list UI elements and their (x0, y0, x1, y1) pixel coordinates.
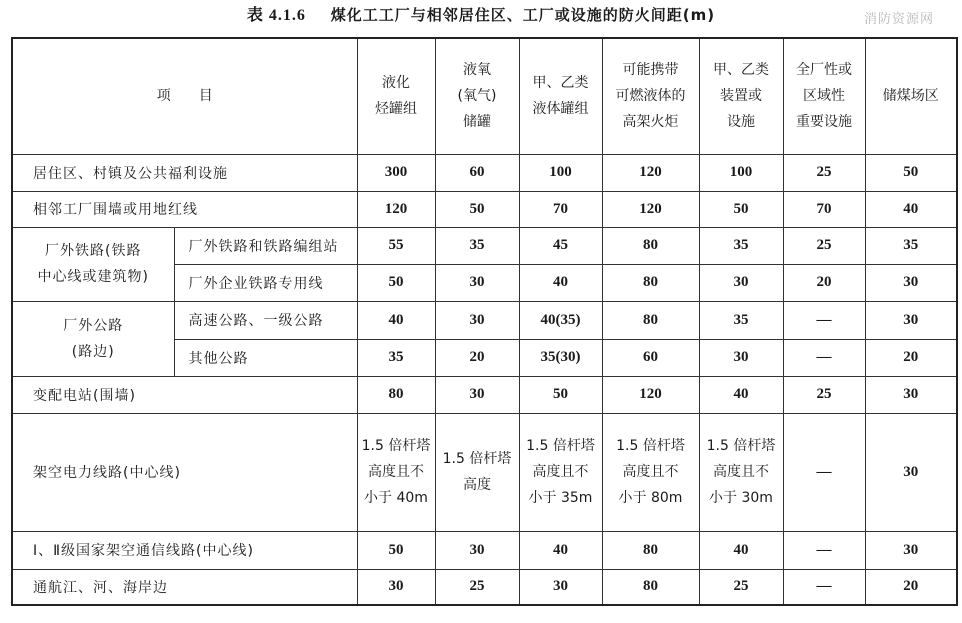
table-cell: 50 (435, 191, 519, 227)
table-cell: 20 (783, 264, 865, 301)
header-col: 可能携带 可燃液体的 高架火炬 (602, 38, 699, 154)
table-cell: 35 (357, 339, 435, 376)
table-cell: 300 (357, 154, 435, 191)
table-cell: 100 (699, 154, 783, 191)
table-row (12, 413, 957, 531)
table-row (12, 227, 957, 264)
table-cell: 80 (602, 301, 699, 339)
fire-distance-table (11, 37, 958, 606)
table-cell: 120 (357, 191, 435, 227)
row-label: 通航江、河、海岸边 (12, 569, 357, 605)
table-cell: 30 (865, 264, 957, 301)
table-cell: 30 (435, 264, 519, 301)
table-cell: — (783, 531, 865, 569)
row-label: 架空电力线路(中心线) (12, 413, 357, 531)
table-cell: 35(30) (519, 339, 602, 376)
table-cell: 50 (865, 154, 957, 191)
row-label: 厂外企业铁路专用线 (174, 264, 357, 301)
table-cell: 30 (865, 413, 957, 531)
table-cell: 50 (357, 531, 435, 569)
table-row (12, 154, 957, 191)
table-cell: 30 (699, 339, 783, 376)
table-cell: 35 (699, 301, 783, 339)
table-cell: 25 (699, 569, 783, 605)
table-cell: 20 (865, 339, 957, 376)
table-cell: 80 (602, 227, 699, 264)
table-cell: — (783, 301, 865, 339)
table-cell: 40 (699, 376, 783, 413)
table-cell: 30 (519, 569, 602, 605)
table-cell: 80 (602, 569, 699, 605)
table-cell: 30 (865, 301, 957, 339)
table-cell: 50 (357, 264, 435, 301)
table-cell: 30 (435, 376, 519, 413)
table-cell: 1.5 倍杆塔 高度且不 小于 35m (519, 413, 602, 531)
table-cell: 80 (357, 376, 435, 413)
table-cell: 30 (435, 301, 519, 339)
header-col: 甲、乙类 装置或 设施 (699, 38, 783, 154)
row-label: 相邻工厂围墙或用地红线 (12, 191, 357, 227)
table-cell: 60 (435, 154, 519, 191)
table-cell: 20 (865, 569, 957, 605)
table-cell: 120 (602, 154, 699, 191)
table-cell: 60 (602, 339, 699, 376)
table-cell: 120 (602, 376, 699, 413)
table-cell: — (783, 569, 865, 605)
table-cell: 30 (435, 531, 519, 569)
table-cell: 45 (519, 227, 602, 264)
table-cell: 40 (519, 264, 602, 301)
table-row (12, 301, 957, 339)
table-caption: 煤化工工厂与相邻居住区、工厂或设施的防火间距(m) (330, 6, 716, 24)
table-cell: 80 (602, 264, 699, 301)
row-label: 高速公路、一级公路 (174, 301, 357, 339)
header-col: 甲、乙类 液体罐组 (519, 38, 602, 154)
table-cell: 30 (865, 376, 957, 413)
header-item: 项 目 (12, 38, 357, 154)
table-cell: 1.5 倍杆塔 高度且不 小于 40m (357, 413, 435, 531)
table-title (0, 3, 962, 27)
row-label: 变配电站(围墙) (12, 376, 357, 413)
table-cell: 25 (783, 376, 865, 413)
table-cell: 50 (699, 191, 783, 227)
table-cell: 40 (519, 531, 602, 569)
table-cell: 30 (699, 264, 783, 301)
table-cell: 70 (783, 191, 865, 227)
row-group-label: 厂外铁路(铁路 中心线或建筑物) (12, 227, 174, 301)
table-cell: 25 (435, 569, 519, 605)
table-cell: 120 (602, 191, 699, 227)
table-cell: 40(35) (519, 301, 602, 339)
table-cell: 30 (865, 531, 957, 569)
table-cell: 40 (699, 531, 783, 569)
table-cell: — (783, 339, 865, 376)
table-cell: 35 (699, 227, 783, 264)
table-cell: 1.5 倍杆塔 高度且不 小于 30m (699, 413, 783, 531)
table-row (12, 531, 957, 569)
row-label: 居住区、村镇及公共福利设施 (12, 154, 357, 191)
header-row (12, 38, 957, 154)
table-cell: 35 (435, 227, 519, 264)
table-number: 表 4.1.6 (246, 7, 306, 24)
table-cell: 40 (865, 191, 957, 227)
header-col: 储煤场区 (865, 38, 957, 154)
table-row (12, 376, 957, 413)
row-label: 厂外铁路和铁路编组站 (174, 227, 357, 264)
table-cell: 40 (357, 301, 435, 339)
table-cell: 25 (783, 154, 865, 191)
site-watermark: 消防资源网 (863, 12, 934, 27)
table-cell: 35 (865, 227, 957, 264)
table-cell: 70 (519, 191, 602, 227)
table-row (12, 569, 957, 605)
table-row (12, 191, 957, 227)
row-label: 其他公路 (174, 339, 357, 376)
row-label: Ⅰ、Ⅱ级国家架空通信线路(中心线) (12, 531, 357, 569)
table-cell: 55 (357, 227, 435, 264)
table-cell: 80 (602, 531, 699, 569)
header-col: 全厂性或 区域性 重要设施 (783, 38, 865, 154)
table-cell: 30 (357, 569, 435, 605)
table-cell: 20 (435, 339, 519, 376)
table-cell: 1.5 倍杆塔 高度 (435, 413, 519, 531)
row-group-label: 厂外公路 (路边) (12, 301, 174, 376)
table-cell: — (783, 413, 865, 531)
header-col: 液氧 (氧气) 储罐 (435, 38, 519, 154)
table-cell: 1.5 倍杆塔 高度且不 小于 80m (602, 413, 699, 531)
table-cell: 100 (519, 154, 602, 191)
table-cell: 25 (783, 227, 865, 264)
header-col: 液化 烃罐组 (357, 38, 435, 154)
table-cell: 50 (519, 376, 602, 413)
